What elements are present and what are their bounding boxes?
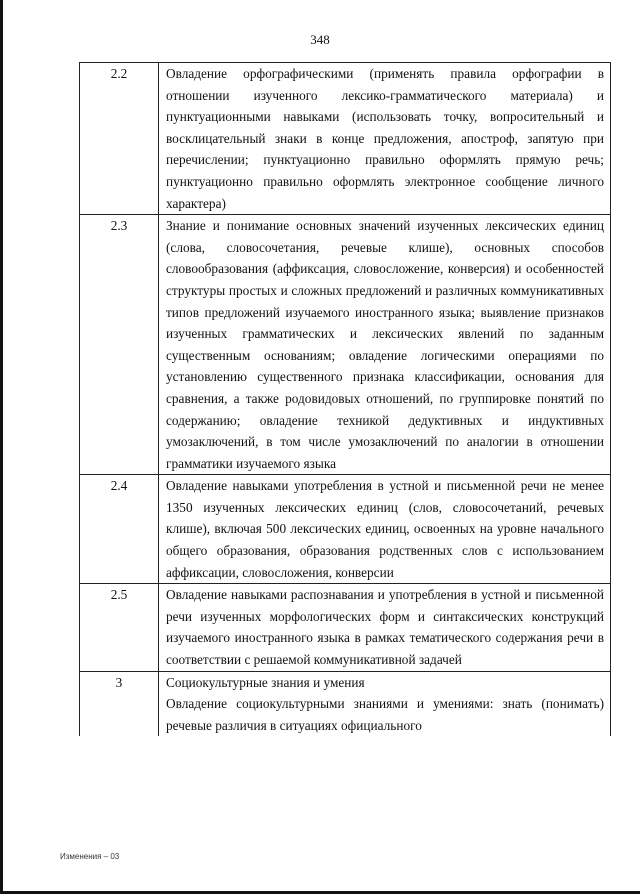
row-heading: Социокультурные знания и умения [166, 674, 365, 690]
row-description: Знание и понимание основных значений изученных лексических единиц (слова, словосочетания, речевые клише), основных способов словообразования (аффиксация, словосложение, конверсия) и особенностей структуры простых и сложных предложений и различных коммуникативных типов предложений изучаемого иностранного языка; выявление признаков изученных грамматических и лексических явлений по заданным существенным основаниям; овладение логическими операциями по установлению существенного признака классификации, основания для сравнения, а также родовидовых отношений, по группировке понятий по содержанию; овладение техникой дедуктивных и индуктивных умозаключений, в том числе умозаключений по аналогии в отношении грамматики изучаемого языка [159, 215, 611, 475]
row-description [159, 671, 611, 736]
table-row [80, 584, 611, 671]
row-number: 3 [80, 671, 159, 736]
row-number: 2.2 [80, 63, 159, 215]
requirements-table [79, 62, 611, 736]
footer-revision-note: Изменения – 03 [60, 852, 120, 861]
row-text: Овладение социокультурными знаниями и умениями: знать (понимать) речевые различия в ситуациях официального [166, 696, 604, 733]
scan-edge-left [0, 0, 3, 894]
row-description: Овладение навыками употребления в устной и письменной речи не менее 1350 изученных лексических единиц (слов, словосочетаний, речевых клише), включая 500 лексических единиц, освоенных на уровне начального общего образования, образования родственных слов с использованием аффиксации, словосложения, конверсии [159, 475, 611, 584]
row-description: Овладение орфографическими (применять правила орфографии в отношении изученного лексико-грамматического материала) и пунктуационными навыками (использовать точку, вопросительный и восклицательный знаки в конце предложения, апостроф, запятую при перечислении; пунктуационно правильно оформлять прямую речь; пунктуационно правильно оформлять электронное сообщение личного характера) [159, 63, 611, 215]
table-row [80, 215, 611, 475]
row-number: 2.4 [80, 475, 159, 584]
table-row [80, 475, 611, 584]
table-row [80, 671, 611, 736]
row-number: 2.3 [80, 215, 159, 475]
table-row [80, 63, 611, 215]
row-number: 2.5 [80, 584, 159, 671]
row-description: Овладение навыками распознавания и употребления в устной и письменной речи изученных морфологических форм и синтаксических конструкций изучаемого иностранного языка в рамках тематического содержания речи в соответствии с решаемой коммуникативной задачей [159, 584, 611, 671]
page-number: 348 [310, 32, 330, 47]
